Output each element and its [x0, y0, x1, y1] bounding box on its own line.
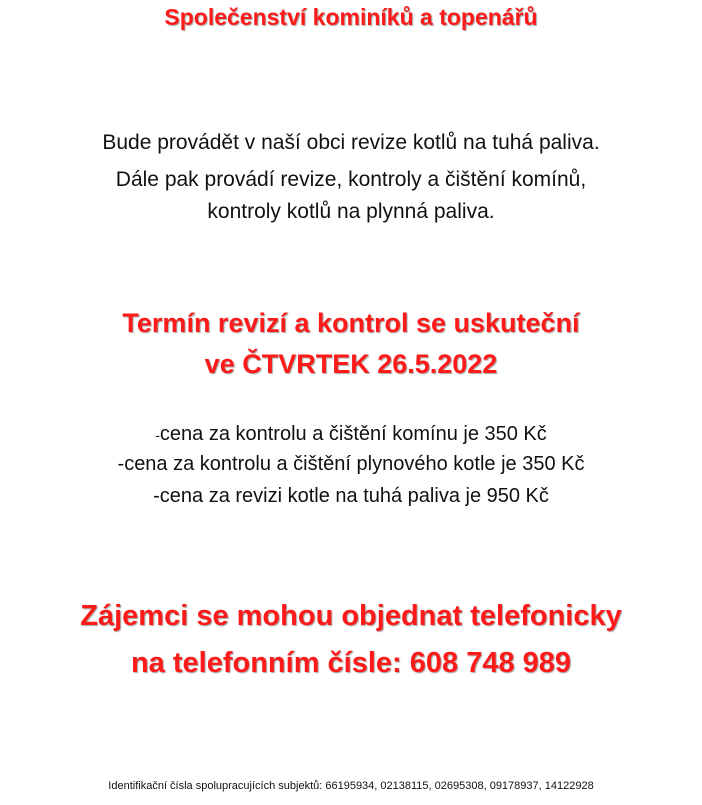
price-item-gas-boiler — [0, 453, 702, 476]
price-text: cena za kontrolu a čištění komínu je 350 Kč — [159, 423, 547, 445]
intro-line-3: kontroly kotlů na plynná paliva. — [207, 200, 495, 223]
term-heading-line-2: ve ČTVRTEK 26.5.2022 — [204, 349, 498, 379]
price-dash: - — [155, 427, 160, 443]
price-item-solid-fuel-boiler — [0, 485, 702, 508]
order-heading-line-2: na telefonním čísle: 608 748 989 — [130, 647, 572, 679]
price-item-chimney — [0, 423, 702, 446]
order-heading-line-1: Zájemci se mohou objednat telefonicky — [80, 600, 622, 632]
price-text: cena za kontrolu a čištění plynového kotle je 350 Kč — [124, 453, 585, 475]
price-dash: - — [153, 485, 160, 507]
intro-line-1: Bude provádět v naší obci revize kotlů na tuhá paliva. — [102, 131, 600, 154]
price-dash: - — [117, 453, 125, 475]
footer-ids: Identifikační čísla spolupracujících subjektů: 66195934, 02138115, 02695308, 09178937, 14122928 — [108, 780, 594, 792]
term-heading-line-1: Termín revizí a kontrol se uskuteční — [122, 308, 580, 338]
price-text: cena za revizi kotle na tuhá paliva je 950 Kč — [159, 485, 549, 507]
notice-title: Společenství kominíků a topenářů — [164, 4, 538, 30]
intro-line-2: Dále pak provádí revize, kontroly a čištění komínů, — [115, 168, 587, 191]
